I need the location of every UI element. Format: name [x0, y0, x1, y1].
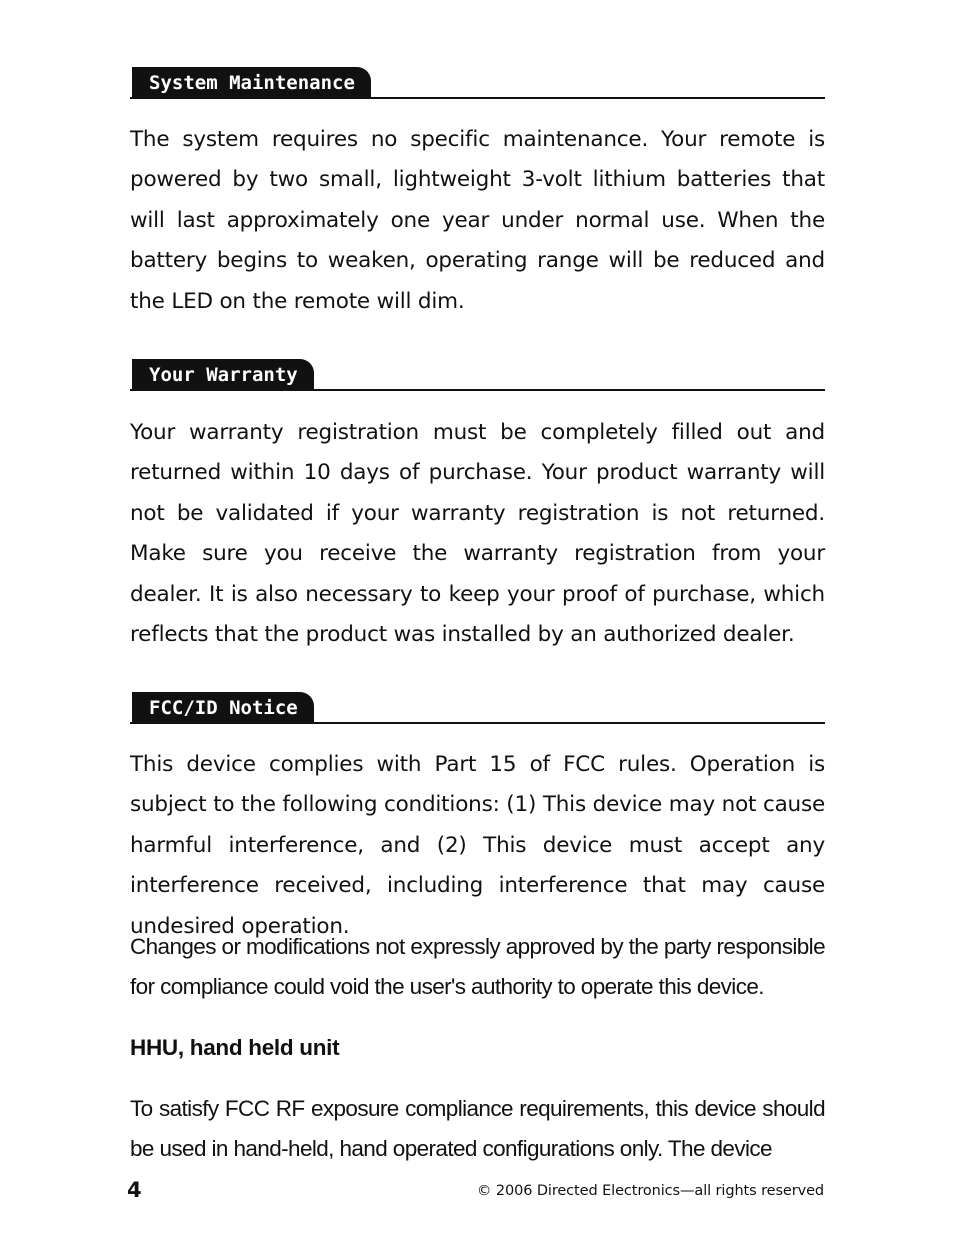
- heading-tab: System Maintenance: [132, 67, 371, 99]
- system-maintenance-text: The system requires no specific maintenance. Your remote is powered by two small, lightweight 3-volt lithium batteries that will last approximately one year under normal use. When the battery begins to weaken, operating range will be reduced and the LED on the remote will dim.: [130, 127, 825, 314]
- section-heading-your-warranty: [130, 357, 825, 391]
- copyright-notice: © 2006 Directed Electronics—all rights reserved: [476, 1183, 824, 1199]
- section-heading-system-maintenance: [130, 65, 825, 99]
- page-number: 4: [127, 1178, 142, 1202]
- rf-exposure-text: To satisfy FCC RF exposure compliance requirements, this device should be used in hand-held, hand operated configurations only. The device: [130, 1096, 825, 1162]
- hhu-subheading: HHU, hand held unit: [130, 1035, 340, 1060]
- fcc-modifications-text: Changes or modifications not expressly approved by the party responsible for compliance could void the user's authority to operate this device.: [130, 934, 825, 1000]
- heading-tab: FCC/ID Notice: [132, 692, 314, 724]
- section-heading-fcc-id-notice: [130, 690, 825, 724]
- fcc-compliance-text: This device complies with Part 15 of FCC rules. Operation is subject to the following conditions: (1) This device may not cause harmful interference, and (2) This device must accept any interference received, including interference that may cause undesired operation.: [130, 752, 825, 939]
- warranty-text: Your warranty registration must be completely filled out and returned within 10 days of purchase. Your product warranty will not be validated if your warranty registration is not returned. Make sure you receive the warranty registration from your dealer. It is also necessary to keep your proof of purchase, which reflects that the product was installed by an authorized dealer.: [130, 420, 825, 648]
- heading-tab: Your Warranty: [132, 359, 314, 391]
